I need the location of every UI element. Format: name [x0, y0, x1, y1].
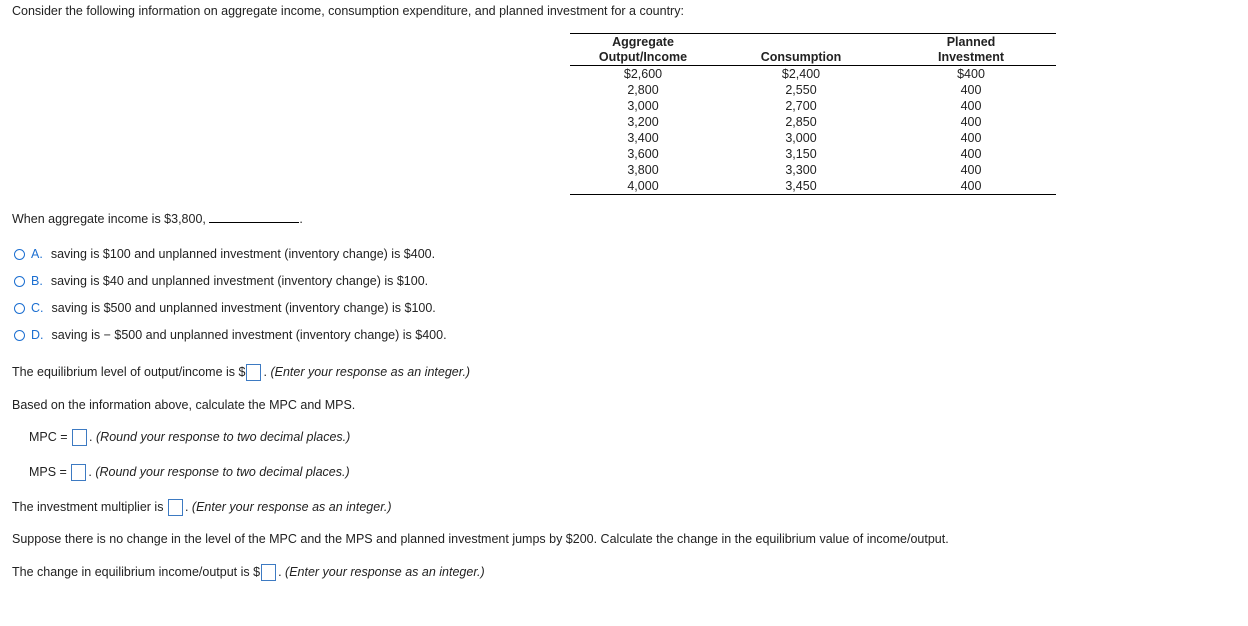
change-input[interactable] [261, 564, 276, 581]
consumption-cell: $2,400 [781, 66, 821, 81]
header-consumption: Consumption [760, 50, 842, 64]
header-aggregate-income [570, 34, 716, 66]
mpc-intro: Based on the information above, calculate the MPC and MPS. [12, 398, 356, 412]
investment-cell: 400 [960, 146, 982, 161]
radio-option-b[interactable] [14, 276, 25, 287]
suppose-text: Suppose there is no change in the level of the MPC and the MPS and planned investment jumps by $200. Calculate the change in the equilibrium value of income/output. [12, 532, 949, 546]
consumption-cell: 2,550 [785, 82, 817, 97]
mpc-label: MPC = [29, 429, 68, 444]
income-cell: 2,800 [627, 82, 659, 97]
intro-text: Consider the following information on aggregate income, consumption expenditure, and planned investment for a country: [12, 4, 684, 18]
answer-blank [209, 211, 299, 223]
table-row [570, 82, 1056, 98]
option-c[interactable] [14, 299, 436, 317]
period: . [263, 364, 267, 379]
option-b-text: saving is $40 and unplanned investment (inventory change) is $100. [50, 274, 429, 288]
change-hint: (Enter your response as an integer.) [285, 564, 485, 579]
table-row [570, 162, 1056, 178]
radio-option-c[interactable] [14, 303, 25, 314]
multiplier-input[interactable] [168, 499, 183, 516]
multiplier-prefix: The investment multiplier is [12, 499, 164, 514]
radio-option-a[interactable] [14, 249, 25, 260]
period: . [89, 429, 93, 444]
consumption-cell: 3,450 [785, 178, 817, 193]
period: . [88, 464, 92, 479]
table-row [570, 178, 1056, 195]
income-cell: $2,600 [623, 66, 663, 81]
mps-line [29, 464, 350, 481]
table-row [570, 114, 1056, 130]
period: . [278, 564, 282, 579]
table-row [570, 146, 1056, 162]
option-a-letter: A. [31, 247, 43, 261]
multiplier-hint: (Enter your response as an integer.) [191, 499, 392, 514]
income-cell: 4,000 [627, 178, 659, 193]
income-cell: 3,400 [627, 130, 659, 145]
change-prefix: The change in equilibrium income/output is $ [12, 564, 261, 579]
prompt-period: . [299, 212, 303, 226]
option-c-letter: C. [31, 301, 44, 315]
radio-option-d[interactable] [14, 330, 25, 341]
income-cell: 3,200 [627, 114, 659, 129]
consumption-cell: 3,000 [785, 130, 817, 145]
data-table [570, 33, 1056, 195]
period: . [184, 499, 189, 514]
question1-prompt: When aggregate income is $3,800, [12, 212, 206, 226]
equilibrium-line [12, 364, 470, 381]
mps-hint: (Round your response to two decimal places.) [95, 464, 350, 479]
consumption-cell: 3,300 [785, 162, 817, 177]
option-d[interactable] [14, 326, 447, 344]
option-d-letter: D. [31, 328, 44, 342]
option-c-text: saving is $500 and unplanned investment (inventory change) is $100. [51, 301, 436, 315]
multiplier-line [12, 499, 392, 516]
option-b[interactable] [14, 272, 428, 290]
consumption-cell: 2,700 [785, 98, 817, 113]
equilibrium-input[interactable] [246, 364, 261, 381]
mpc-hint: (Round your response to two decimal places.) [96, 429, 351, 444]
income-cell: 3,600 [627, 146, 659, 161]
mps-input[interactable] [71, 464, 86, 481]
mpc-line [29, 429, 350, 446]
mps-label: MPS = [29, 464, 67, 479]
investment-cell: 400 [960, 130, 982, 145]
header-investment-line2: Investment [938, 50, 1004, 64]
table-row [570, 130, 1056, 146]
mpc-input[interactable] [72, 429, 87, 446]
header-investment-line1: Planned [946, 35, 996, 49]
option-b-letter: B. [31, 274, 43, 288]
change-line [12, 564, 485, 581]
option-a-text: saving is $100 and unplanned investment (inventory change) is $400. [50, 247, 436, 261]
income-cell: 3,800 [627, 162, 659, 177]
question1-prompt-line [12, 211, 303, 226]
table-row [570, 66, 1056, 83]
investment-cell: 400 [960, 82, 982, 97]
header-aggregate-line2: Output/Income [598, 50, 688, 64]
table-header-row [570, 34, 1056, 66]
option-d-text: saving is − $500 and unplanned investment (inventory change) is $400. [51, 328, 447, 342]
equilibrium-hint: (Enter your response as an integer.) [270, 364, 471, 379]
investment-cell: 400 [960, 114, 982, 129]
investment-cell: 400 [960, 178, 982, 193]
table-row [570, 98, 1056, 114]
header-planned-investment [886, 34, 1056, 66]
investment-cell: $400 [957, 66, 985, 81]
investment-cell: 400 [960, 98, 982, 113]
option-a[interactable] [14, 245, 435, 263]
header-aggregate-line1: Aggregate [612, 35, 674, 49]
consumption-cell: 2,850 [785, 114, 817, 129]
consumption-cell: 3,150 [785, 146, 817, 161]
income-cell: 3,000 [627, 98, 659, 113]
equilibrium-prefix: The equilibrium level of output/income is $ [12, 364, 246, 379]
investment-cell: 400 [960, 162, 982, 177]
